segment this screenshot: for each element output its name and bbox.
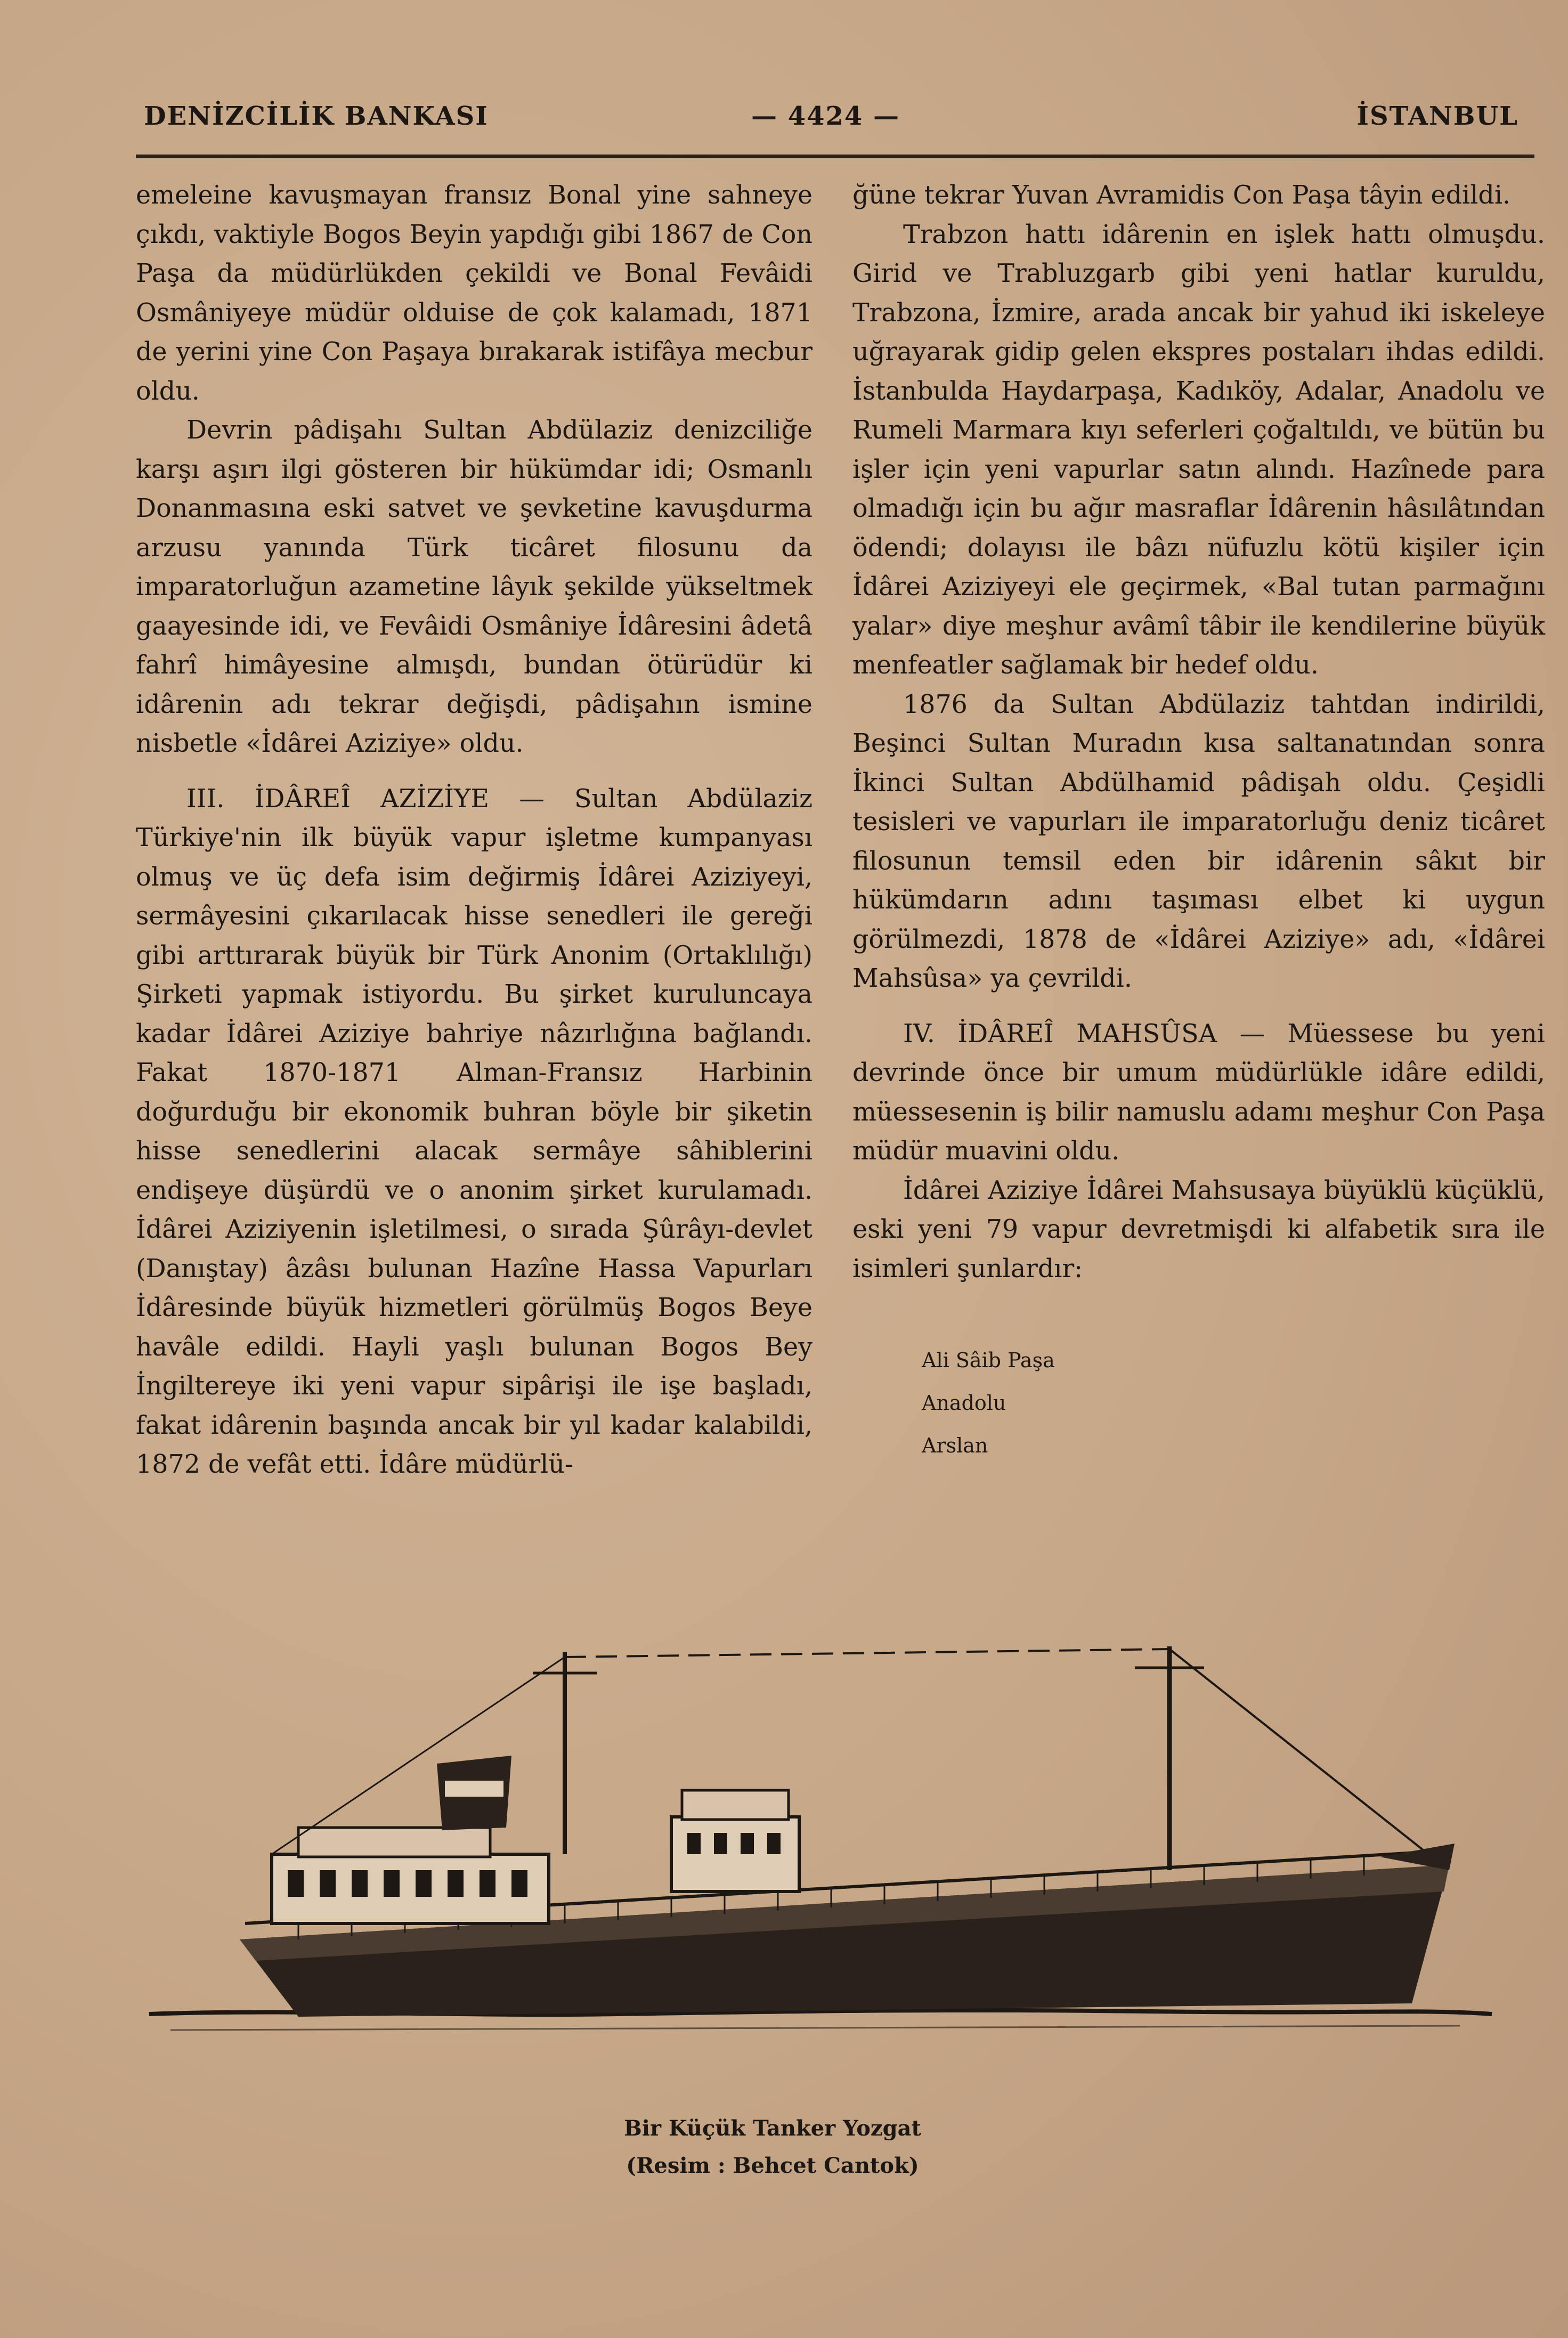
tanker-ship-illustration [139,1641,1502,2089]
paragraph-1: emeleine kavuşmayan fransız Bonal yine sahneye çıkdı, vaktiyle Bogos Beyin yapdığı gibi 1867 de Con Paşa da müdürlükden çekildi ve Bonal Fevâidi Osmâniyeye müdür olduise de çok kalamadı, 1871 de yerini yine Con Paşaya bırakarak istifâya mecbur oldu. [136,181,813,406]
publication-title: DENİZCİLİK BANKASI [144,101,489,131]
ship-name: Arslan [922,1434,988,1457]
paragraph-5: Trabzon hattı idârenin en işlek hattı olmuşdu. Girid ve Trabluzgarb gibi yeni hatlar kuruldu, Trabzona, İzmire, arada ancak bir yahud iki iskeleye uğrayarak gidip gelen ekspres postaları ihdas edildi. İstanbulda Haydarpaşa, Kadıköy, Adalar, Anadolu ve Rumeli Marmara kıyı seferleri çoğaltıldı, ve bütün bu işler için yeni vapurlar satın alındı. Hazînede para olmadığı için bu ağır masraflar İdârenin hâsılâtından ödendi; dolayısı ile bâzı nüfuzlu kötü kişiler için İdârei Aziziyeyi ele geçirmek, «Bal tutan parmağını yalar» diye meşhur avâmî tâbir ile kendilerine büyük menfeatler sağlamak bir hedef oldu. [852,220,1545,680]
ship-name: Anadolu [922,1391,1006,1415]
left-column [136,176,813,1484]
header-rule [136,155,1534,158]
ship-name: Ali Sâib Paşa [922,1349,1055,1372]
ship-name-list [922,1339,1545,1467]
paragraph-6: 1876 da Sultan Abdülaziz tahtdan indirildi, Beşinci Sultan Muradın kısa saltanatından sonra İkinci Sultan Abdülhamid pâdişah oldu. Çeşidli tesisleri ve vapurları ile imparatorluğu deniz ticâret filosunun temsil eden bir idârenin sâkıt bir hükümdarın adını taşıması elbet ki uygun görülmezdi, 1878 de «İdârei Aziziye» adı, «İdârei Mahsûsa» ya çevrildi. [852,689,1545,993]
page-number: — 4424 — [751,101,900,131]
caption-credit: (Resim : Behcet Cantok) [626,2153,919,2178]
paragraph-8: İdârei Aziziye İdârei Mahsusaya büyüklü küçüklü, eski yeni 79 vapur devretmişdi ki alfabetik sıra ile isimleri şunlardır: [852,1175,1545,1284]
right-column [852,176,1545,1467]
paragraph-3: III. İDÂREÎ AZİZİYE — Sultan Abdülaziz Türkiye'nin ilk büyük vapur işletme kumpanyası olmuş ve üç defa isim değirmiş İdârei Aziziyeyi, sermâyesini çıkarılacak hisse senedleri ile gereği gibi arttırarak büyük bir Türk Anonim (Ortaklılığı) Şirketi yapmak istiyordu. Bu şirket kuruluncaya kadar İdârei Aziziye bahriye nâzırlığına bağlandı. Fakat 1870-1871 Alman-Fransız Harbinin doğurduğu bir ekonomik buhran böyle bir şiketin hisse senedlerini alacak sermâye sâhiblerini endişeye düşürdü ve o anonim şirket kurulamadı. İdârei Aziziyenin işletilmesi, o sırada Şûrâyı-devlet (Danıştay) âzâsı bulunan Hazîne Hassa Vapurları İdâresinde büyük hizmetleri görülmüş Bogos Beye havâle edildi. Hayli yaşlı bulunan Bogos Bey İngiltereye iki yeni vapur sipârişi ile işe başladı, fakat idârenin başında ancak bir yıl kadar kalabildi, 1872 de vefât etti. İdâre müdürlü- [136,784,813,1479]
running-header [144,101,1518,139]
figure-caption [533,2110,1012,2185]
paragraph-2: Devrin pâdişahı Sultan Abdülaziz denizciliğe karşı aşırı ilgi gösteren bir hükümdar idi; Osmanlı Donanmasına eski satvet ve şevketine kavuşdurma arzusu yanında Türk ticâret filosunu da imparatorluğun azametine lâyık şekilde yükseltmek gaayesinde idi, ve Fevâidi Osmâniye İdâresini âdetâ fahrî himâyesine almışdı, bundan ötürüdür ki idârenin adı tekrar değişdi, pâdişahın ismine nisbetle «İdârei Aziziye» oldu. [136,416,813,758]
section-location: İSTANBUL [1356,101,1518,131]
caption-title: Bir Küçük Tanker Yozgat [624,2116,921,2141]
paragraph-7: IV. İDÂREÎ MAHSÛSA — Müessese bu yeni devrinde önce bir umum müdürlükle idâre edildi, müessesenin iş bilir namuslu adamı meşhur Con Paşa müdür muavini oldu. [852,1019,1545,1166]
paragraph-4: ğüne tekrar Yuvan Avramidis Con Paşa tâyin edildi. [852,181,1511,210]
